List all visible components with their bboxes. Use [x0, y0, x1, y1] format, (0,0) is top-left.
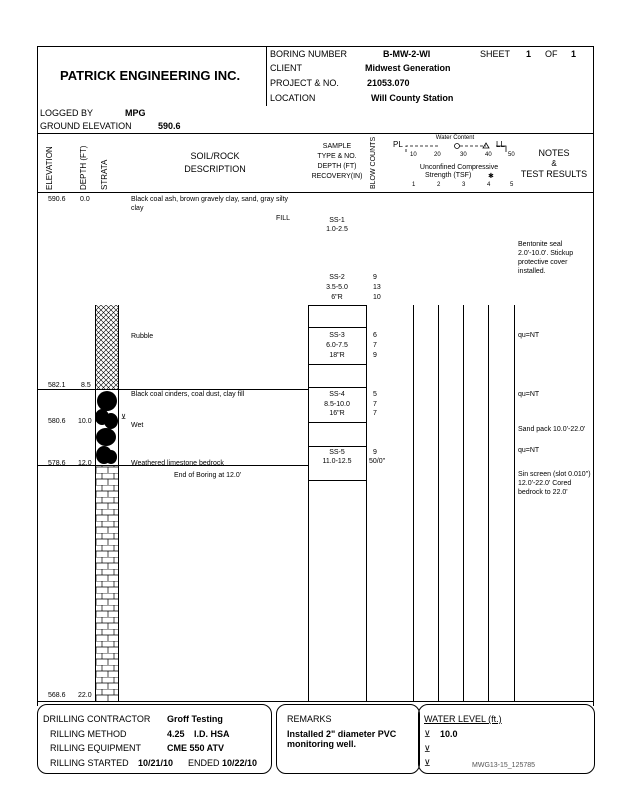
strata-header: STRATA: [100, 159, 109, 190]
remarks-label: REMARKS: [287, 714, 332, 724]
ucs-tick-2: 2: [437, 182, 441, 188]
sheet-label: SHEET: [480, 49, 511, 59]
project-label: PROJECT & NO.: [270, 78, 339, 88]
document-id: MWG13-15_125785: [472, 762, 536, 769]
ground-elevation: 590.6: [158, 121, 181, 131]
depth-0: 0.0: [80, 196, 90, 203]
location: Will County Station: [371, 93, 454, 103]
notes-header-2: &: [551, 159, 557, 168]
desc-fill: Black coal ash, brown gravely clay, sand, gray silty clay: [131, 196, 289, 212]
ucs-tick-1: 1: [412, 182, 416, 188]
method: I.D. HSA: [194, 729, 230, 739]
depth-3: 12.0: [78, 460, 92, 467]
water-content-legend: [400, 140, 515, 156]
logged-by-label: LOGGED BY: [40, 108, 94, 118]
project-number: 21053.070: [367, 78, 410, 88]
note-bentonite: Bentonite seal 2.0'-10.0'. Stickup protective cover installed.: [518, 241, 574, 275]
blow-3b: 7: [373, 342, 377, 349]
desc-wet: Wet: [131, 422, 144, 429]
method-label: RILLING METHOD: [50, 729, 127, 739]
boundary-8-5: [37, 389, 309, 390]
elev-1: 582.1: [48, 382, 66, 389]
col-header-bottom: [37, 192, 593, 193]
started-label: RILLING STARTED: [50, 758, 129, 768]
equipment: CME 550 ATV: [167, 743, 225, 753]
desc-end-boring: End of Boring at 12.0': [174, 472, 242, 479]
water-level-value: 10.0: [440, 729, 458, 739]
water-level-icon: ⊻: [121, 414, 127, 421]
blow-3c: 9: [373, 352, 377, 359]
sheet-total: 1: [571, 49, 577, 59]
blow-4a: 5: [373, 391, 377, 398]
note-qu-2: qu=NT: [518, 391, 540, 398]
log-bottom-line: [37, 701, 593, 702]
boring-number: B-MW-2-WI: [383, 49, 431, 59]
limestone-pattern: [96, 466, 118, 701]
note-screen: Sin screen (slot 0.010") 12.0'-22.0' Cored bedrock to 22.0': [518, 471, 591, 496]
water-level-symbol-2-icon: ⊻: [424, 744, 431, 754]
ucs-label-1: Unconfined Compressive: [419, 164, 499, 171]
rubble-pattern: [96, 305, 118, 389]
desc-fill-label: FILL: [276, 215, 291, 222]
blow-5a: 9: [373, 449, 377, 456]
blow-4b: 7: [373, 401, 377, 408]
elev-2: 580.6: [48, 418, 66, 425]
soil-header-1: SOIL/ROCK: [190, 151, 240, 161]
elev-4: 568.6: [48, 692, 66, 699]
sample-line-g: [308, 480, 366, 481]
equipment-label: RILLING EQUIPMENT: [50, 743, 142, 753]
ucs-tick-5: 5: [510, 182, 514, 188]
col-header-top: [37, 133, 593, 134]
grid-line-2: [438, 305, 439, 701]
client-label: CLIENT: [270, 63, 303, 73]
remarks: Installed 2" diameter PVC monitoring well.: [287, 729, 397, 749]
wc-tick-20: 20: [434, 152, 441, 158]
client: Midwest Generation: [365, 63, 451, 73]
ended: 10/22/10: [222, 758, 258, 768]
blow-2c: 10: [373, 294, 381, 301]
sample-header-2: TYPE & NO.: [317, 153, 357, 160]
sample-line-e: [308, 422, 366, 423]
depth-1: 8.5: [81, 382, 91, 389]
contractor-label: DRILLING CONTRACTOR: [43, 714, 151, 724]
ucs-tick-4: 4: [487, 182, 491, 188]
location-label: LOCATION: [270, 93, 316, 103]
blow-counts-header: BLOW COUNTS: [370, 136, 377, 189]
ucs-star-icon: ✱: [488, 173, 494, 180]
blow-5b: 50/0": [369, 458, 386, 465]
logged-by: MPG: [125, 108, 146, 118]
grid-line-3: [463, 305, 464, 701]
ucs-label-2: Strength (TSF): [425, 172, 472, 179]
blow-2a: 9: [373, 274, 377, 281]
grid-line-4: [488, 305, 489, 701]
sample-4-rec: 16"R: [329, 410, 345, 417]
water-content-label: Water Content: [435, 135, 475, 141]
top-border: [37, 46, 593, 47]
strata-right-line: [118, 305, 119, 701]
depth-header: DEPTH (FT): [79, 145, 88, 190]
wc-tick-30: 30: [460, 152, 467, 158]
blow-3a: 6: [373, 332, 377, 339]
ended-label: ENDED: [188, 758, 220, 768]
sample-header-3: DEPTH (FT): [317, 163, 357, 170]
depth-4: 22.0: [78, 692, 92, 699]
sample-right-line: [366, 305, 367, 701]
depth-2: 10.0: [78, 418, 92, 425]
desc-rubble: Rubble: [131, 333, 154, 340]
elev-0: 590.6: [48, 196, 66, 203]
sample-1-id: SS-1: [329, 217, 345, 224]
wc-tick-10: 10: [410, 152, 417, 158]
water-level-label: WATER LEVEL (ft.): [424, 714, 502, 724]
pl-label: PL: [393, 140, 403, 149]
note-qu-3: qu=NT: [518, 447, 540, 454]
sheet-number: 1: [526, 49, 532, 59]
sample-1-depth: 1.0-2.5: [326, 226, 348, 233]
sample-line-a: [308, 305, 366, 306]
desc-limestone: Weathered limestone bedrock: [131, 460, 224, 467]
sample-line-d: [308, 387, 366, 388]
ll-label: LL: [496, 140, 505, 149]
notes-header-1: NOTES: [538, 148, 570, 158]
sample-2-id: SS-2: [329, 274, 345, 281]
ground-elevation-label: GROUND ELEVATION: [40, 121, 132, 131]
sample-4-id: SS-4: [329, 391, 345, 398]
header-divider: [266, 46, 267, 106]
grid-line-1: [413, 305, 414, 701]
right-border: [593, 46, 594, 706]
company-name: PATRICK ENGINEERING INC.: [60, 68, 241, 83]
elev-3: 578.6: [48, 460, 66, 467]
soil-header-2: DESCRIPTION: [184, 164, 246, 174]
blow-4c: 7: [373, 410, 377, 417]
sample-3-rec: 18"R: [329, 352, 345, 359]
method-size: 4.25: [167, 729, 185, 739]
sample-5-id: SS-5: [329, 449, 345, 456]
cinders-pattern: [96, 391, 118, 464]
wc-tick-40: 40: [485, 152, 492, 158]
water-level-symbol-icon: ⊻: [424, 729, 431, 739]
of-label: OF: [545, 49, 558, 59]
grid-line-5: [514, 305, 515, 701]
started: 10/21/10: [138, 758, 174, 768]
boring-number-label: BORING NUMBER: [270, 49, 348, 59]
wc-tick-50: 50: [508, 152, 515, 158]
sample-5-depth: 11.0-12.5: [322, 458, 352, 465]
sample-2-rec: 6"R: [331, 294, 343, 301]
left-border: [37, 46, 38, 706]
strata-column: [96, 305, 118, 701]
note-sand-pack: Sand pack 10.0'-22.0': [518, 426, 586, 433]
ucs-tick-3: 3: [462, 182, 466, 188]
sample-3-depth: 6.0-7.5: [326, 342, 348, 349]
elevation-header: ELEVATION: [45, 146, 54, 190]
sample-3-id: SS-3: [329, 332, 345, 339]
sample-line-c: [308, 364, 366, 365]
sample-4-depth: 8.5-10.0: [324, 401, 350, 408]
sample-2-depth: 3.5-5.0: [326, 284, 348, 291]
sample-line-b: [308, 327, 366, 328]
blow-2b: 13: [373, 284, 381, 291]
contractor: Groff Testing: [167, 714, 223, 724]
note-qu-1: qu=NT: [518, 332, 540, 339]
sample-header-4: RECOVERY(IN): [311, 173, 363, 180]
sample-line-f: [308, 446, 366, 447]
water-level-symbol-3-icon: ⊻: [424, 758, 431, 768]
notes-header-3: TEST RESULTS: [520, 169, 588, 179]
sample-header-1: SAMPLE: [322, 143, 352, 150]
desc-cinders: Black coal cinders, coal dust, clay fill: [131, 391, 245, 398]
